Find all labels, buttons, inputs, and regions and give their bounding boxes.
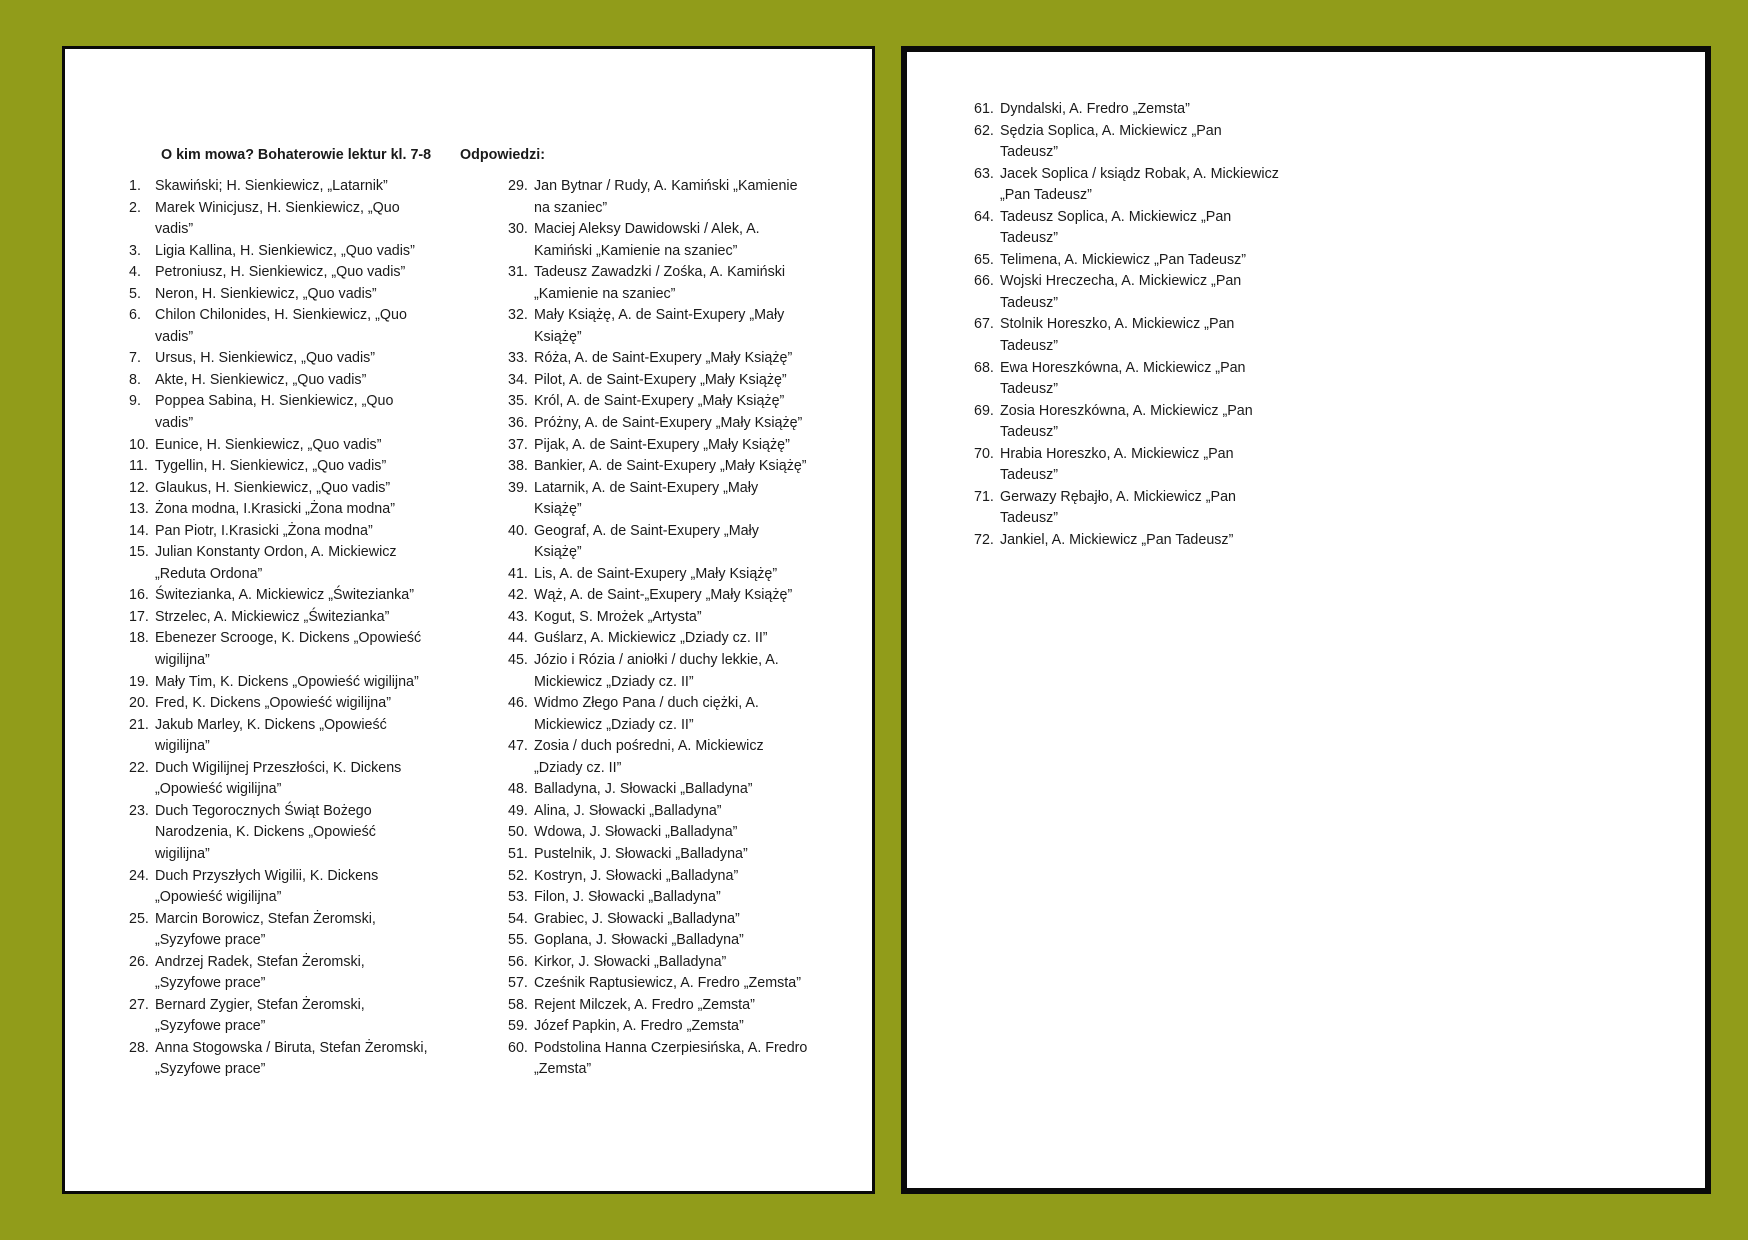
item-number: 55.: [508, 932, 528, 949]
item-number: 15.: [129, 544, 149, 561]
item-number: 29.: [508, 178, 528, 194]
item-number: 34.: [508, 371, 528, 388]
list-item: [129, 391, 489, 434]
list-item: [508, 952, 853, 974]
list-item: [508, 564, 853, 586]
list-item: [974, 99, 1314, 121]
list-item: [129, 284, 489, 306]
item-text-line: Andrzej Radek, Stefan Żeromski,: [155, 953, 365, 970]
list-item: [129, 866, 489, 909]
list-item: [508, 219, 853, 262]
list-item: [974, 314, 1314, 357]
item-number: 14.: [129, 522, 149, 539]
item-number: 72.: [974, 531, 994, 548]
item-number: 53.: [508, 889, 528, 906]
list-item: [129, 499, 489, 521]
item-text-line: Eunice, H. Sienkiewicz, „Quo vadis”: [155, 436, 382, 453]
item-text-line: „Syzyfowe prace”: [155, 932, 266, 949]
item-text-line: Jan Bytnar / Rudy, A. Kamiński „Kamienie: [534, 178, 798, 194]
item-text-line: Akte, H. Sienkiewicz, „Quo vadis”: [155, 371, 367, 388]
list-item: [974, 444, 1314, 487]
list-item: [508, 973, 853, 995]
item-text-line: Zosia / duch pośredni, A. Mickiewicz: [534, 738, 764, 755]
item-number: 24.: [129, 867, 149, 884]
item-text-line: Józef Papkin, A. Fredro „Zemsta”: [534, 1018, 744, 1035]
item-text-line: Żona modna, I.Krasicki „Żona modna”: [155, 501, 395, 518]
item-number: 60.: [508, 1039, 528, 1056]
item-number: 50.: [508, 824, 528, 841]
item-text-line: Hrabia Horeszko, A. Mickiewicz „Pan: [1000, 445, 1234, 462]
item-number: 27.: [129, 996, 149, 1013]
item-number: 37.: [508, 436, 528, 453]
list-item: [129, 672, 489, 694]
item-text-line: vadis”: [155, 221, 194, 238]
list-item: [129, 176, 489, 198]
list-item: [974, 271, 1314, 314]
item-text-line: Marek Winicjusz, H. Sienkiewicz, „Quo: [155, 199, 400, 216]
item-number: 10.: [129, 436, 149, 453]
item-number: 26.: [129, 953, 149, 970]
item-number: 52.: [508, 867, 528, 884]
list-item: [508, 995, 853, 1017]
item-number: 30.: [508, 221, 528, 238]
item-text-line: wigilijna”: [155, 845, 210, 862]
item-text-line: Podstolina Hanna Czerpiesińska, A. Fredro: [534, 1039, 808, 1056]
item-text-line: Książę”: [534, 544, 582, 561]
item-text-line: Mickiewicz „Dziady cz. II”: [534, 673, 694, 690]
item-text-line: Ewa Horeszkówna, A. Mickiewicz „Pan: [1000, 359, 1246, 376]
item-text-line: Filon, J. Słowacki „Balladyna”: [534, 889, 721, 906]
item-number: 70.: [974, 445, 994, 462]
list-item: [508, 866, 853, 888]
item-text-line: Ursus, H. Sienkiewicz, „Quo vadis”: [155, 350, 376, 367]
list-item: [508, 413, 853, 435]
list-item: [129, 348, 489, 370]
item-text-line: „Kamienie na szaniec”: [534, 285, 676, 302]
item-number: 9.: [129, 393, 141, 410]
item-number: 7.: [129, 350, 141, 367]
item-text-line: „Opowieść wigilijna”: [155, 889, 282, 906]
list-item: [129, 693, 489, 715]
item-text-line: Neron, H. Sienkiewicz, „Quo vadis”: [155, 285, 377, 302]
list-item: [129, 542, 489, 585]
item-text-line: vadis”: [155, 328, 194, 345]
item-text-line: Skawiński; H. Sienkiewicz, „Latarnik”: [155, 178, 388, 194]
item-text-line: „Zemsta”: [534, 1061, 592, 1078]
item-text-line: Telimena, A. Mickiewicz „Pan Tadeusz”: [1000, 251, 1247, 268]
item-text-line: Książę”: [534, 501, 582, 518]
item-text-line: Kamiński „Kamienie na szaniec”: [534, 242, 738, 259]
item-number: 51.: [508, 845, 528, 862]
list-item: [508, 930, 853, 952]
item-text-line: Narodzenia, K. Dickens „Opowieść: [155, 824, 376, 841]
item-text-line: Anna Stogowska / Biruta, Stefan Żeromski,: [155, 1039, 428, 1056]
list-item: [508, 305, 853, 348]
list-item: [508, 262, 853, 305]
item-number: 35.: [508, 393, 528, 410]
list-item: [129, 1038, 489, 1081]
item-number: 25.: [129, 910, 149, 927]
item-text-line: Tadeusz”: [1000, 294, 1059, 311]
item-text-line: Zosia Horeszkówna, A. Mickiewicz „Pan: [1000, 402, 1253, 419]
item-text-line: Dyndalski, A. Fredro „Zemsta”: [1000, 101, 1190, 117]
item-text-line: Pilot, A. de Saint-Exupery „Mały Książę”: [534, 371, 787, 388]
item-text-line: „Dziady cz. II”: [534, 759, 622, 776]
item-number: 20.: [129, 695, 149, 712]
item-number: 54.: [508, 910, 528, 927]
list-item: [508, 478, 853, 521]
item-number: 57.: [508, 975, 528, 992]
item-text-line: Świtezianka, A. Mickiewicz „Świtezianka”: [155, 587, 415, 604]
item-text-line: Tadeusz”: [1000, 381, 1059, 398]
answer-list-column-3: [974, 99, 1314, 551]
item-text-line: Tadeusz”: [1000, 424, 1059, 441]
item-number: 31.: [508, 264, 528, 281]
item-text-line: Guślarz, A. Mickiewicz „Dziady cz. II”: [534, 630, 768, 647]
item-number: 65.: [974, 251, 994, 268]
item-number: 12.: [129, 479, 149, 496]
item-text-line: Poppea Sabina, H. Sienkiewicz, „Quo: [155, 393, 394, 410]
list-item: [508, 585, 853, 607]
item-number: 22.: [129, 759, 149, 776]
item-text-line: Duch Tegorocznych Świąt Bożego: [155, 802, 372, 819]
item-text-line: Tadeusz”: [1000, 338, 1059, 355]
list-item: [129, 478, 489, 500]
list-item: [508, 628, 853, 650]
item-text-line: Petroniusz, H. Sienkiewicz, „Quo vadis”: [155, 264, 406, 281]
item-number: 13.: [129, 501, 149, 518]
item-text-line: Bernard Zygier, Stefan Żeromski,: [155, 996, 365, 1013]
item-number: 56.: [508, 953, 528, 970]
item-number: 58.: [508, 996, 528, 1013]
item-text-line: Kostryn, J. Słowacki „Balladyna”: [534, 867, 739, 884]
item-text-line: Gerwazy Rębajło, A. Mickiewicz „Pan: [1000, 488, 1236, 505]
item-number: 23.: [129, 802, 149, 819]
item-text-line: Sędzia Soplica, A. Mickiewicz „Pan: [1000, 122, 1222, 139]
item-text-line: Rejent Milczek, A. Fredro „Zemsta”: [534, 996, 755, 1013]
item-text-line: Ebenezer Scrooge, K. Dickens „Opowieść: [155, 630, 422, 647]
item-text-line: Balladyna, J. Słowacki „Balladyna”: [534, 781, 753, 798]
item-number: 16.: [129, 587, 149, 604]
list-item: [508, 370, 853, 392]
item-number: 61.: [974, 101, 994, 117]
item-text-line: Jacek Soplica / ksiądz Robak, A. Mickiewicz: [1000, 165, 1279, 182]
item-number: 38.: [508, 458, 528, 475]
item-number: 3.: [129, 242, 141, 259]
item-number: 43.: [508, 608, 528, 625]
item-text-line: Lis, A. de Saint-Exupery „Mały Książę”: [534, 565, 778, 582]
item-number: 63.: [974, 165, 994, 182]
item-text-line: „Syzyfowe prace”: [155, 1018, 266, 1035]
list-item: [508, 1016, 853, 1038]
list-item: [508, 456, 853, 478]
item-number: 5.: [129, 285, 141, 302]
item-text-line: Fred, K. Dickens „Opowieść wigilijna”: [155, 695, 391, 712]
item-number: 6.: [129, 307, 141, 324]
item-text-line: Jankiel, A. Mickiewicz „Pan Tadeusz”: [1000, 531, 1234, 548]
list-item: [508, 435, 853, 457]
item-text-line: na szaniec”: [534, 199, 608, 216]
list-item: [974, 207, 1314, 250]
item-number: 33.: [508, 350, 528, 367]
item-number: 44.: [508, 630, 528, 647]
list-item: [129, 585, 489, 607]
item-text-line: vadis”: [155, 415, 194, 432]
item-text-line: Tadeusz Soplica, A. Mickiewicz „Pan: [1000, 208, 1232, 225]
item-number: 69.: [974, 402, 994, 419]
list-item: [508, 844, 853, 866]
item-text-line: Mały Tim, K. Dickens „Opowieść wigilijna”: [155, 673, 419, 690]
item-text-line: Tygellin, H. Sienkiewicz, „Quo vadis”: [155, 458, 387, 475]
answer-list-column-2: [508, 176, 853, 1081]
list-item: [508, 650, 853, 693]
item-number: 71.: [974, 488, 994, 505]
list-item: [508, 909, 853, 931]
list-item: [974, 358, 1314, 401]
document-page-2: [901, 46, 1711, 1194]
list-item: [129, 435, 489, 457]
item-text-line: Tadeusz Zawadzki / Zośka, A. Kamiński: [534, 264, 786, 281]
item-text-line: Próżny, A. de Saint-Exupery „Mały Książę”: [534, 415, 803, 432]
item-text-line: Widmo Złego Pana / duch ciężki, A.: [534, 695, 759, 712]
item-text-line: Tadeusz”: [1000, 144, 1059, 161]
list-item: [129, 456, 489, 478]
list-item: [129, 758, 489, 801]
answer-list-column-1: [129, 176, 489, 1081]
item-text-line: Książę”: [534, 328, 582, 345]
item-text-line: Cześnik Raptusiewicz, A. Fredro „Zemsta”: [534, 975, 801, 992]
item-text-line: Latarnik, A. de Saint-Exupery „Mały: [534, 479, 759, 496]
item-number: 66.: [974, 273, 994, 290]
item-text-line: Chilon Chilonides, H. Sienkiewicz, „Quo: [155, 307, 407, 324]
list-item: [508, 391, 853, 413]
item-number: 47.: [508, 738, 528, 755]
item-text-line: Tadeusz”: [1000, 510, 1059, 527]
item-number: 62.: [974, 122, 994, 139]
item-text-line: Duch Wigilijnej Przeszłości, K. Dickens: [155, 759, 402, 776]
item-number: 45.: [508, 652, 528, 669]
item-text-line: Kirkor, J. Słowacki „Balladyna”: [534, 953, 727, 970]
list-item: [974, 164, 1314, 207]
list-item: [974, 250, 1314, 272]
item-number: 49.: [508, 802, 528, 819]
item-text-line: „Opowieść wigilijna”: [155, 781, 282, 798]
item-text-line: Tadeusz”: [1000, 230, 1059, 247]
item-text-line: Pan Piotr, I.Krasicki „Żona modna”: [155, 522, 373, 539]
item-text-line: Jakub Marley, K. Dickens „Opowieść: [155, 716, 387, 733]
item-text-line: Strzelec, A. Mickiewicz „Świtezianka”: [155, 608, 390, 625]
item-text-line: Pijak, A. de Saint-Exupery „Mały Książę”: [534, 436, 790, 453]
answers-heading: Odpowiedzi:: [460, 147, 545, 163]
item-text-line: wigilijna”: [155, 738, 210, 755]
list-item: [129, 628, 489, 671]
item-text-line: Kogut, S. Mrożek „Artysta”: [534, 608, 702, 625]
item-number: 67.: [974, 316, 994, 333]
item-text-line: Wojski Hreczecha, A. Mickiewicz „Pan: [1000, 273, 1242, 290]
list-item: [129, 607, 489, 629]
list-item: [508, 176, 853, 219]
list-item: [508, 736, 853, 779]
item-number: 28.: [129, 1039, 149, 1056]
item-number: 42.: [508, 587, 528, 604]
list-item: [129, 521, 489, 543]
worksheet-title: O kim mowa? Bohaterowie lektur kl. 7-8: [161, 147, 432, 163]
item-text-line: Wąż, A. de Saint-„Exupery „Mały Książę”: [534, 587, 793, 604]
list-item: [129, 715, 489, 758]
item-number: 64.: [974, 208, 994, 225]
list-item: [129, 305, 489, 348]
item-number: 4.: [129, 264, 141, 281]
item-text-line: Marcin Borowicz, Stefan Żeromski,: [155, 910, 376, 927]
list-item: [508, 801, 853, 823]
list-item: [974, 530, 1314, 552]
list-item: [129, 952, 489, 995]
item-text-line: Król, A. de Saint-Exupery „Mały Książę”: [534, 393, 785, 410]
item-number: 1.: [129, 178, 141, 194]
item-number: 18.: [129, 630, 149, 647]
item-text-line: Tadeusz”: [1000, 467, 1059, 484]
item-text-line: Wdowa, J. Słowacki „Balladyna”: [534, 824, 738, 841]
item-text-line: Róża, A. de Saint-Exupery „Mały Książę”: [534, 350, 793, 367]
list-item: [129, 262, 489, 284]
item-text-line: Duch Przyszłych Wigilii, K. Dickens: [155, 867, 379, 884]
list-item: [508, 822, 853, 844]
item-text-line: Bankier, A. de Saint-Exupery „Mały Książę”: [534, 458, 807, 475]
item-number: 2.: [129, 199, 141, 216]
list-item: [974, 487, 1314, 530]
item-text-line: Grabiec, J. Słowacki „Balladyna”: [534, 910, 740, 927]
item-number: 21.: [129, 716, 149, 733]
list-item: [508, 607, 853, 629]
item-number: 48.: [508, 781, 528, 798]
item-number: 11.: [129, 458, 148, 475]
item-text-line: Józio i Rózia / aniołki / duchy lekkie, A.: [534, 652, 779, 669]
item-text-line: Mały Książę, A. de Saint-Exupery „Mały: [534, 307, 785, 324]
item-number: 41.: [508, 565, 528, 582]
item-text-line: Glaukus, H. Sienkiewicz, „Quo vadis”: [155, 479, 391, 496]
item-number: 32.: [508, 307, 528, 324]
list-item: [508, 521, 853, 564]
list-item: [129, 241, 489, 263]
item-text-line: „Syzyfowe prace”: [155, 975, 266, 992]
list-item: [508, 693, 853, 736]
item-text-line: Maciej Aleksy Dawidowski / Alek, A.: [534, 221, 760, 238]
list-item: [974, 121, 1314, 164]
list-item: [129, 198, 489, 241]
item-text-line: Geograf, A. de Saint-Exupery „Mały: [534, 522, 759, 539]
item-text-line: „Pan Tadeusz”: [1000, 187, 1092, 204]
item-number: 39.: [508, 479, 528, 496]
item-text-line: Mickiewicz „Dziady cz. II”: [534, 716, 694, 733]
item-text-line: Goplana, J. Słowacki „Balladyna”: [534, 932, 744, 949]
item-text-line: „Reduta Ordona”: [155, 565, 263, 582]
item-text-line: Ligia Kallina, H. Sienkiewicz, „Quo vadis”: [155, 242, 415, 259]
item-text-line: Julian Konstanty Ordon, A. Mickiewicz: [155, 544, 397, 561]
list-item: [129, 909, 489, 952]
item-number: 46.: [508, 695, 528, 712]
item-number: 40.: [508, 522, 528, 539]
item-text-line: „Syzyfowe prace”: [155, 1061, 266, 1078]
item-text-line: Pustelnik, J. Słowacki „Balladyna”: [534, 845, 748, 862]
list-item: [974, 401, 1314, 444]
list-item: [508, 887, 853, 909]
item-number: 36.: [508, 415, 528, 432]
item-text-line: wigilijna”: [155, 652, 210, 669]
list-item: [129, 370, 489, 392]
item-number: 19.: [129, 673, 149, 690]
document-page-1: [62, 46, 875, 1194]
list-item: [129, 801, 489, 866]
list-item: [508, 779, 853, 801]
item-number: 17.: [129, 608, 149, 625]
item-text-line: Stolnik Horeszko, A. Mickiewicz „Pan: [1000, 316, 1235, 333]
list-item: [508, 348, 853, 370]
item-number: 8.: [129, 371, 141, 388]
item-text-line: Alina, J. Słowacki „Balladyna”: [534, 802, 722, 819]
item-number: 68.: [974, 359, 994, 376]
item-number: 59.: [508, 1018, 528, 1035]
list-item: [508, 1038, 853, 1081]
list-item: [129, 995, 489, 1038]
